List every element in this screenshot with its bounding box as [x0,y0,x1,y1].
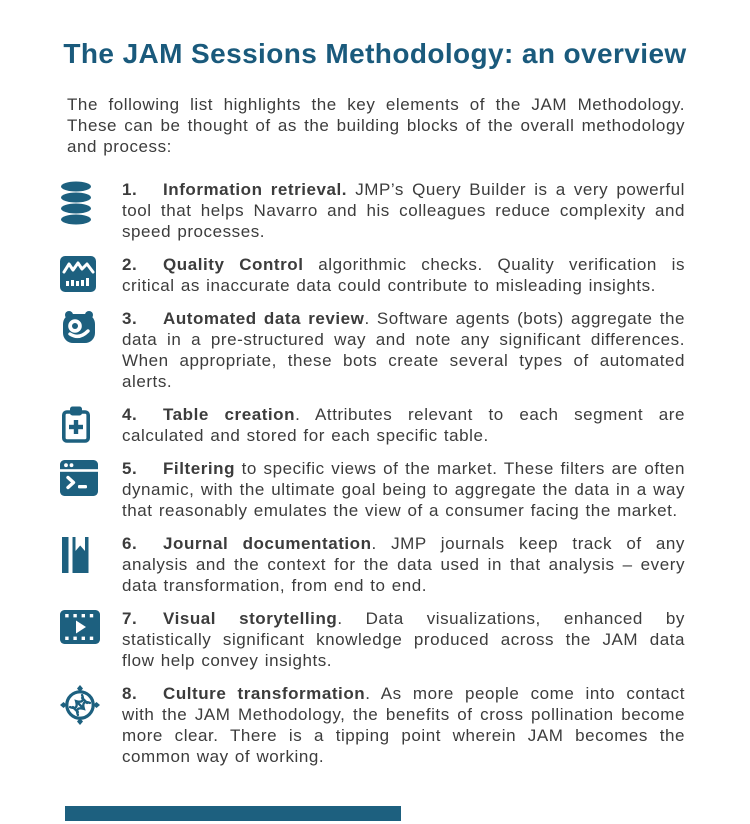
item-body: JMP’s Query Builder is a very powerful tool that helps Navarro and his colleagues reduce complexity and speed processes. [122,180,685,242]
item-heading: Journal documentation [163,534,372,554]
terminal-window-icon [60,458,100,496]
list-item [60,458,685,521]
dna-target-icon [60,683,100,725]
journal-icon [60,533,100,575]
item-number: 4. [122,405,138,425]
item-number: 3. [122,309,138,329]
list-item [60,608,685,671]
list-item [60,404,685,446]
page-title: The JAM Sessions Methodology: an overview [63,38,687,69]
item-body: . As more people come into contact with the JAM Methodology, the benefits of cross pollination become more clear. There is a tipping point wherein JAM becomes the common way of working. [122,684,686,767]
item-body: . Data visualizations, enhanced by statistically significant knowledge produced across the JAM data flow help convey insights. [122,609,685,671]
item-heading: Quality Control [163,255,304,275]
item-number: 2. [122,255,138,275]
item-number: 8. [122,684,138,704]
item-heading: Information retrieval. [163,180,348,200]
item-body: algorithmic checks. Quality verification is critical as inaccurate data could contribute to misleading insights. [122,255,685,296]
film-strip-icon [60,608,100,644]
item-number: 1. [122,180,138,200]
methodology-list [60,179,685,767]
list-item [60,179,685,242]
footer-accent-bar [65,806,401,821]
item-heading: Filtering [163,459,236,479]
intro-paragraph: The following list highlights the key elements of the JAM Methodology. These can be thought of as the building blocks of the overall methodology and process: [67,95,685,157]
clipboard-plus-icon [60,404,100,444]
item-number: 7. [122,609,138,629]
item-body: . JMP journals keep track of any analysis and the context for the data used in that analysis – every data transformation, from end to end. [122,534,685,596]
item-heading: Visual storytelling [163,609,338,629]
item-body: to specific views of the market. These filters are often dynamic, with the ultimate goal being to aggregate the data in a way that reasonably emulates the view of a consumer facing the market. [122,459,685,521]
bot-icon [60,308,100,344]
database-icon [60,179,100,225]
item-number: 6. [122,534,138,554]
list-item [60,533,685,596]
item-body: . Software agents (bots) aggregate the data in a pre-structured way and note any significant differences. When appropriate, these bots create several types of automated alerts. [122,309,685,392]
item-number: 5. [122,459,138,479]
item-heading: Automated data review [163,309,365,329]
list-item [60,254,685,296]
item-heading: Table creation [163,405,296,425]
list-item [60,308,685,392]
item-body: . Attributes relevant to each segment are calculated and stored for each specific table. [122,405,685,446]
item-heading: Culture transformation [163,684,366,704]
list-item [60,683,685,767]
quality-chart-icon [60,254,100,292]
